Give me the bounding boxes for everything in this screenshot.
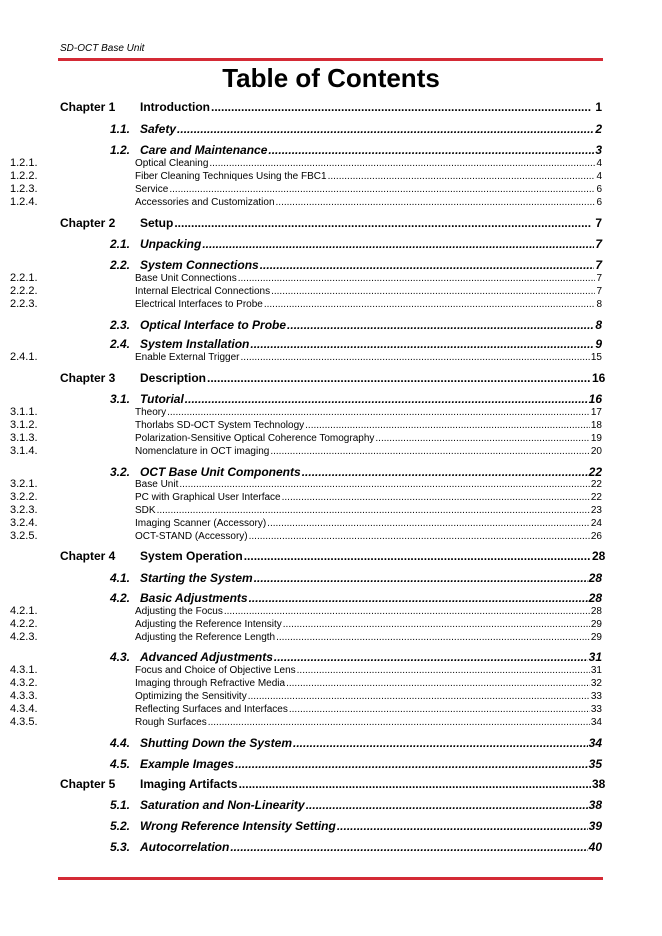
dot-leader xyxy=(235,757,588,771)
toc-entry-sub[interactable] xyxy=(0,419,602,431)
toc-entry-page: 16 xyxy=(592,371,606,385)
toc-entry-page: 19 xyxy=(590,433,602,444)
toc-entry-sub[interactable] xyxy=(0,517,602,529)
dot-leader xyxy=(375,433,589,444)
toc-entry-number: Chapter 4 xyxy=(60,549,116,563)
toc-entry-title: Introduction xyxy=(140,100,210,114)
dot-leader xyxy=(276,632,590,643)
toc-entry-page: 32 xyxy=(590,678,602,689)
toc-entry-title: OCT-STAND (Accessory) xyxy=(135,531,248,542)
toc-entry-number: 4.3.5. xyxy=(10,716,38,728)
dot-leader xyxy=(270,446,590,457)
dot-leader xyxy=(239,777,591,791)
toc-entry-title: Polarization-Sensitive Optical Coherence Tomography xyxy=(135,433,375,444)
toc-entry-title: Autocorrelation xyxy=(140,840,230,854)
dot-leader xyxy=(177,122,594,136)
dot-leader xyxy=(302,465,588,479)
dot-leader xyxy=(293,736,588,750)
toc-entry-page: 28 xyxy=(592,549,606,563)
dot-leader xyxy=(306,798,588,812)
toc-entry-title: Internal Electrical Connections xyxy=(135,286,271,297)
toc-entry-page: 7 xyxy=(596,286,602,297)
toc-entry-page: 4 xyxy=(596,171,602,182)
toc-entry-page: 34 xyxy=(590,717,602,728)
dot-leader xyxy=(249,591,588,605)
toc-entry-title: Safety xyxy=(140,122,177,136)
toc-entry-number: 5.3. xyxy=(109,840,130,854)
dot-leader xyxy=(268,143,594,157)
dot-leader xyxy=(274,650,588,664)
toc-entry-number: 2.3. xyxy=(109,318,130,332)
dot-leader xyxy=(276,197,596,208)
toc-entry-title: Base Unit Connections xyxy=(135,273,237,284)
toc-entry-number: 2.4.1. xyxy=(10,351,38,363)
toc-entry-sub[interactable] xyxy=(0,703,602,715)
toc-entry-number: Chapter 5 xyxy=(60,777,116,791)
dot-leader xyxy=(238,273,596,284)
dot-leader xyxy=(297,665,590,676)
toc-entry-number: 2.4. xyxy=(109,337,130,351)
toc-entry-sub[interactable] xyxy=(0,664,602,676)
toc-entry-section[interactable] xyxy=(0,122,602,136)
toc-entry-number: 5.2. xyxy=(109,819,130,833)
dot-leader xyxy=(207,371,591,385)
toc-entry-number: 4.2.1. xyxy=(10,605,38,617)
toc-entry-number: 3.2. xyxy=(109,465,130,479)
dot-leader xyxy=(287,318,594,332)
dot-leader xyxy=(260,258,595,272)
toc-entry-sub[interactable] xyxy=(0,504,602,516)
running-header: SD-OCT Base Unit xyxy=(60,43,145,54)
toc-entry-page: 31 xyxy=(590,665,602,676)
toc-entry-section[interactable] xyxy=(0,337,602,351)
toc-entry-sub[interactable] xyxy=(0,690,602,702)
toc-entry-page: 17 xyxy=(590,407,602,418)
toc-entry-title: Adjusting the Reference Length xyxy=(135,632,276,643)
toc-entry-title: Base Unit xyxy=(135,479,179,490)
toc-entry-page: 29 xyxy=(590,632,602,643)
toc-entry-title: Adjusting the Focus xyxy=(135,606,223,617)
toc-entry-title: Adjusting the Reference Intensity xyxy=(135,619,282,630)
dot-leader xyxy=(224,606,590,617)
toc-entry-title: Tutorial xyxy=(140,392,184,406)
toc-entry-title: Advanced Adjustments xyxy=(140,650,273,664)
toc-entry-number: 1.2.4. xyxy=(10,196,38,208)
toc-entry-sub[interactable] xyxy=(0,170,602,182)
toc-entry-number: 4.4. xyxy=(109,736,130,750)
dot-leader xyxy=(249,531,590,542)
toc-entry-section[interactable] xyxy=(0,318,602,332)
toc-entry-number: Chapter 3 xyxy=(60,371,116,385)
toc-entry-number: 4.3.4. xyxy=(10,703,38,715)
toc-entry-number: 3.2.2. xyxy=(10,491,38,503)
toc-entry-title: Optical Interface to Probe xyxy=(140,318,287,332)
toc-entry-number: 4.2.3. xyxy=(10,631,38,643)
toc-entry-sub[interactable] xyxy=(0,298,602,310)
toc-entry-sub[interactable] xyxy=(0,406,602,418)
toc-entry-title: PC with Graphical User Interface xyxy=(135,492,281,503)
toc-entry-sub[interactable] xyxy=(0,530,602,542)
toc-entry-title: Optical Cleaning xyxy=(135,158,209,169)
toc-entry-title: System Connections xyxy=(140,258,259,272)
toc-entry-page: 31 xyxy=(588,650,602,664)
dot-leader xyxy=(208,717,590,728)
toc-entry-page: 22 xyxy=(590,479,602,490)
toc-entry-chapter[interactable] xyxy=(0,549,606,563)
footer-rule xyxy=(58,877,603,880)
dot-leader xyxy=(305,420,590,431)
toc-entry-title: Wrong Reference Intensity Setting xyxy=(140,819,336,833)
toc-entry-number: 2.2.1. xyxy=(10,272,38,284)
toc-entry-title: Saturation and Non-Linearity xyxy=(140,798,305,812)
toc-entry-page: 22 xyxy=(588,465,602,479)
toc-entry-page: 29 xyxy=(590,619,602,630)
toc-entry-title: SDK xyxy=(135,505,156,516)
toc-entry-number: 4.5. xyxy=(109,757,130,771)
toc-entry-title: Example Images xyxy=(140,757,235,771)
dot-leader xyxy=(202,237,594,251)
toc-entry-page: 7 xyxy=(596,273,602,284)
toc-entry-page: 38 xyxy=(592,777,606,791)
dot-leader xyxy=(157,505,590,516)
toc-entry-page: 2 xyxy=(595,122,602,136)
dot-leader xyxy=(211,100,591,114)
toc-entry-title: Imaging through Refractive Media xyxy=(135,678,286,689)
toc-entry-chapter[interactable] xyxy=(0,100,602,114)
toc-entry-number: 1.2.3. xyxy=(10,183,38,195)
toc-entry-sub[interactable] xyxy=(0,677,602,689)
dot-leader xyxy=(169,184,595,195)
toc-entry-title: Imaging Scanner (Accessory) xyxy=(135,518,267,529)
toc-entry-number: 2.1. xyxy=(109,237,130,251)
toc-entry-number: 4.3. xyxy=(109,650,130,664)
toc-entry-page: 35 xyxy=(588,757,602,771)
toc-entry-section[interactable] xyxy=(0,819,602,833)
toc-entry-page: 33 xyxy=(590,691,602,702)
toc-entry-chapter[interactable] xyxy=(0,777,606,791)
toc-entry-sub[interactable] xyxy=(0,432,602,444)
dot-leader xyxy=(264,299,596,310)
toc-entry-page: 7 xyxy=(595,216,602,230)
toc-entry-title: System Operation xyxy=(140,549,243,563)
dot-leader xyxy=(283,619,590,630)
toc-entry-sub[interactable] xyxy=(0,157,602,169)
dot-leader xyxy=(286,678,590,689)
toc-entry-page: 28 xyxy=(588,571,602,585)
toc-entry-title: Imaging Artifacts xyxy=(140,777,238,791)
toc-entry-section[interactable] xyxy=(0,258,602,272)
toc-entry-page: 6 xyxy=(596,184,602,195)
toc-entry-number: 3.1.2. xyxy=(10,419,38,431)
toc-entry-page: 6 xyxy=(596,197,602,208)
toc-entry-section[interactable] xyxy=(0,143,602,157)
toc-entry-page: 28 xyxy=(588,591,602,605)
dot-leader xyxy=(230,840,587,854)
header-rule xyxy=(58,58,603,61)
toc-entry-title: Unpacking xyxy=(140,237,202,251)
toc-entry-title: Optimizing the Sensitivity xyxy=(135,691,247,702)
toc-entry-number: 3.1.1. xyxy=(10,406,38,418)
toc-entry-number: Chapter 1 xyxy=(60,100,116,114)
toc-entry-number: 2.2.3. xyxy=(10,298,38,310)
toc-entry-title: System Installation xyxy=(140,337,250,351)
toc-entry-title: OCT Base Unit Components xyxy=(140,465,301,479)
dot-leader xyxy=(250,337,594,351)
toc-entry-section[interactable] xyxy=(0,798,602,812)
toc-entry-section[interactable] xyxy=(0,237,602,251)
toc-entry-page: 34 xyxy=(588,736,602,750)
toc-entry-number: 3.2.4. xyxy=(10,517,38,529)
toc-entry-number: 4.2. xyxy=(109,591,130,605)
toc-entry-number: 1.1. xyxy=(109,122,130,136)
toc-entry-sub[interactable] xyxy=(0,491,602,503)
toc-entry-sub[interactable] xyxy=(0,618,602,630)
toc-entry-page: 20 xyxy=(590,446,602,457)
toc-entry-number: 1.2. xyxy=(109,143,130,157)
toc-entry-title: Fiber Cleaning Techniques Using the FBC1 xyxy=(135,171,327,182)
dot-leader xyxy=(267,518,590,529)
toc-entry-number: 4.3.1. xyxy=(10,664,38,676)
dot-leader xyxy=(254,571,588,585)
toc-entry-sub[interactable] xyxy=(0,285,602,297)
toc-entry-page: 7 xyxy=(595,258,602,272)
toc-entry-section[interactable] xyxy=(0,571,602,585)
toc-entry-number: 4.3.2. xyxy=(10,677,38,689)
dot-leader xyxy=(244,549,591,563)
dot-leader xyxy=(209,158,595,169)
toc-entry-page: 8 xyxy=(595,318,602,332)
dot-leader xyxy=(248,691,590,702)
toc-entry-chapter[interactable] xyxy=(0,371,606,385)
toc-entry-number: 1.2.2. xyxy=(10,170,38,182)
toc-entry-title: Enable External Trigger xyxy=(135,352,240,363)
toc-entry-page: 3 xyxy=(595,143,602,157)
toc-entry-sub[interactable] xyxy=(0,716,602,728)
toc-entry-page: 16 xyxy=(588,392,602,406)
toc-entry-number: 3.2.5. xyxy=(10,530,38,542)
toc-entry-number: 3.1.3. xyxy=(10,432,38,444)
toc-entry-section[interactable] xyxy=(0,757,602,771)
toc-entry-sub[interactable] xyxy=(0,445,602,457)
dot-leader xyxy=(167,407,590,418)
dot-leader xyxy=(241,352,590,363)
toc-entry-title: Electrical Interfaces to Probe xyxy=(135,299,263,310)
toc-entry-page: 1 xyxy=(595,100,602,114)
toc-entry-section[interactable] xyxy=(0,392,602,406)
toc-entry-number: 4.3.3. xyxy=(10,690,38,702)
toc-entry-sub[interactable] xyxy=(0,631,602,643)
toc-entry-number: 3.1. xyxy=(109,392,130,406)
toc-entry-number: 3.2.1. xyxy=(10,478,38,490)
dot-leader xyxy=(174,216,591,230)
toc-entry-section[interactable] xyxy=(0,465,602,479)
toc-entry-page: 33 xyxy=(590,704,602,715)
toc-entry-number: 3.2.3. xyxy=(10,504,38,516)
toc-entry-sub[interactable] xyxy=(0,183,602,195)
dot-leader xyxy=(289,704,590,715)
toc-entry-title: Nomenclature in OCT imaging xyxy=(135,446,270,457)
toc-entry-sub[interactable] xyxy=(0,351,602,363)
toc-entry-number: 2.2.2. xyxy=(10,285,38,297)
toc-entry-page: 9 xyxy=(595,337,602,351)
toc-entry-number: Chapter 2 xyxy=(60,216,116,230)
toc-entry-page: 8 xyxy=(596,299,602,310)
dot-leader xyxy=(328,171,596,182)
toc-entry-page: 26 xyxy=(590,531,602,542)
toc-entry-number: 5.1. xyxy=(109,798,130,812)
dot-leader xyxy=(179,479,590,490)
toc-entry-section[interactable] xyxy=(0,840,602,854)
toc-entry-title: Service xyxy=(135,184,169,195)
toc-entry-page: 23 xyxy=(590,505,602,516)
toc-entry-title: Care and Maintenance xyxy=(140,143,268,157)
dot-leader xyxy=(185,392,588,406)
toc-entry-title: Accessories and Customization xyxy=(135,197,275,208)
toc-entry-title: Shutting Down the System xyxy=(140,736,293,750)
toc-entry-title: Theory xyxy=(135,407,167,418)
toc-entry-page: 39 xyxy=(588,819,602,833)
toc-entry-page: 4 xyxy=(596,158,602,169)
dot-leader xyxy=(271,286,595,297)
toc-entry-title: Setup xyxy=(140,216,174,230)
toc-entry-section[interactable] xyxy=(0,736,602,750)
toc-entry-chapter[interactable] xyxy=(0,216,602,230)
toc-entry-title: Description xyxy=(140,371,207,385)
toc-entry-sub[interactable] xyxy=(0,478,602,490)
toc-entry-page: 15 xyxy=(590,352,602,363)
toc-entry-page: 7 xyxy=(595,237,602,251)
toc-entry-page: 24 xyxy=(590,518,602,529)
toc-entry-number: 2.2. xyxy=(109,258,130,272)
toc-entry-section[interactable] xyxy=(0,650,602,664)
toc-entry-number: 1.2.1. xyxy=(10,157,38,169)
toc-entry-sub[interactable] xyxy=(0,196,602,208)
toc-entry-number: 3.1.4. xyxy=(10,445,38,457)
page-title: Table of Contents xyxy=(222,63,440,93)
toc-entry-number: 4.1. xyxy=(109,571,130,585)
toc-entry-title: Focus and Choice of Objective Lens xyxy=(135,665,296,676)
toc-entry-sub[interactable] xyxy=(0,272,602,284)
toc-entry-title: Basic Adjustments xyxy=(140,591,248,605)
toc-entry-title: Rough Surfaces xyxy=(135,717,207,728)
toc-entry-title: Thorlabs SD-OCT System Technology xyxy=(135,420,305,431)
toc-entry-page: 28 xyxy=(590,606,602,617)
toc-entry-page: 40 xyxy=(588,840,602,854)
toc-entry-sub[interactable] xyxy=(0,605,602,617)
toc-entry-section[interactable] xyxy=(0,591,602,605)
toc-entry-number: 4.2.2. xyxy=(10,618,38,630)
toc-entry-page: 38 xyxy=(588,798,602,812)
dot-leader xyxy=(282,492,590,503)
dot-leader xyxy=(337,819,588,833)
toc-entry-page: 18 xyxy=(590,420,602,431)
toc-entry-title: Reflecting Surfaces and Interfaces xyxy=(135,704,288,715)
toc-entry-page: 22 xyxy=(590,492,602,503)
toc-entry-title: Starting the System xyxy=(140,571,253,585)
